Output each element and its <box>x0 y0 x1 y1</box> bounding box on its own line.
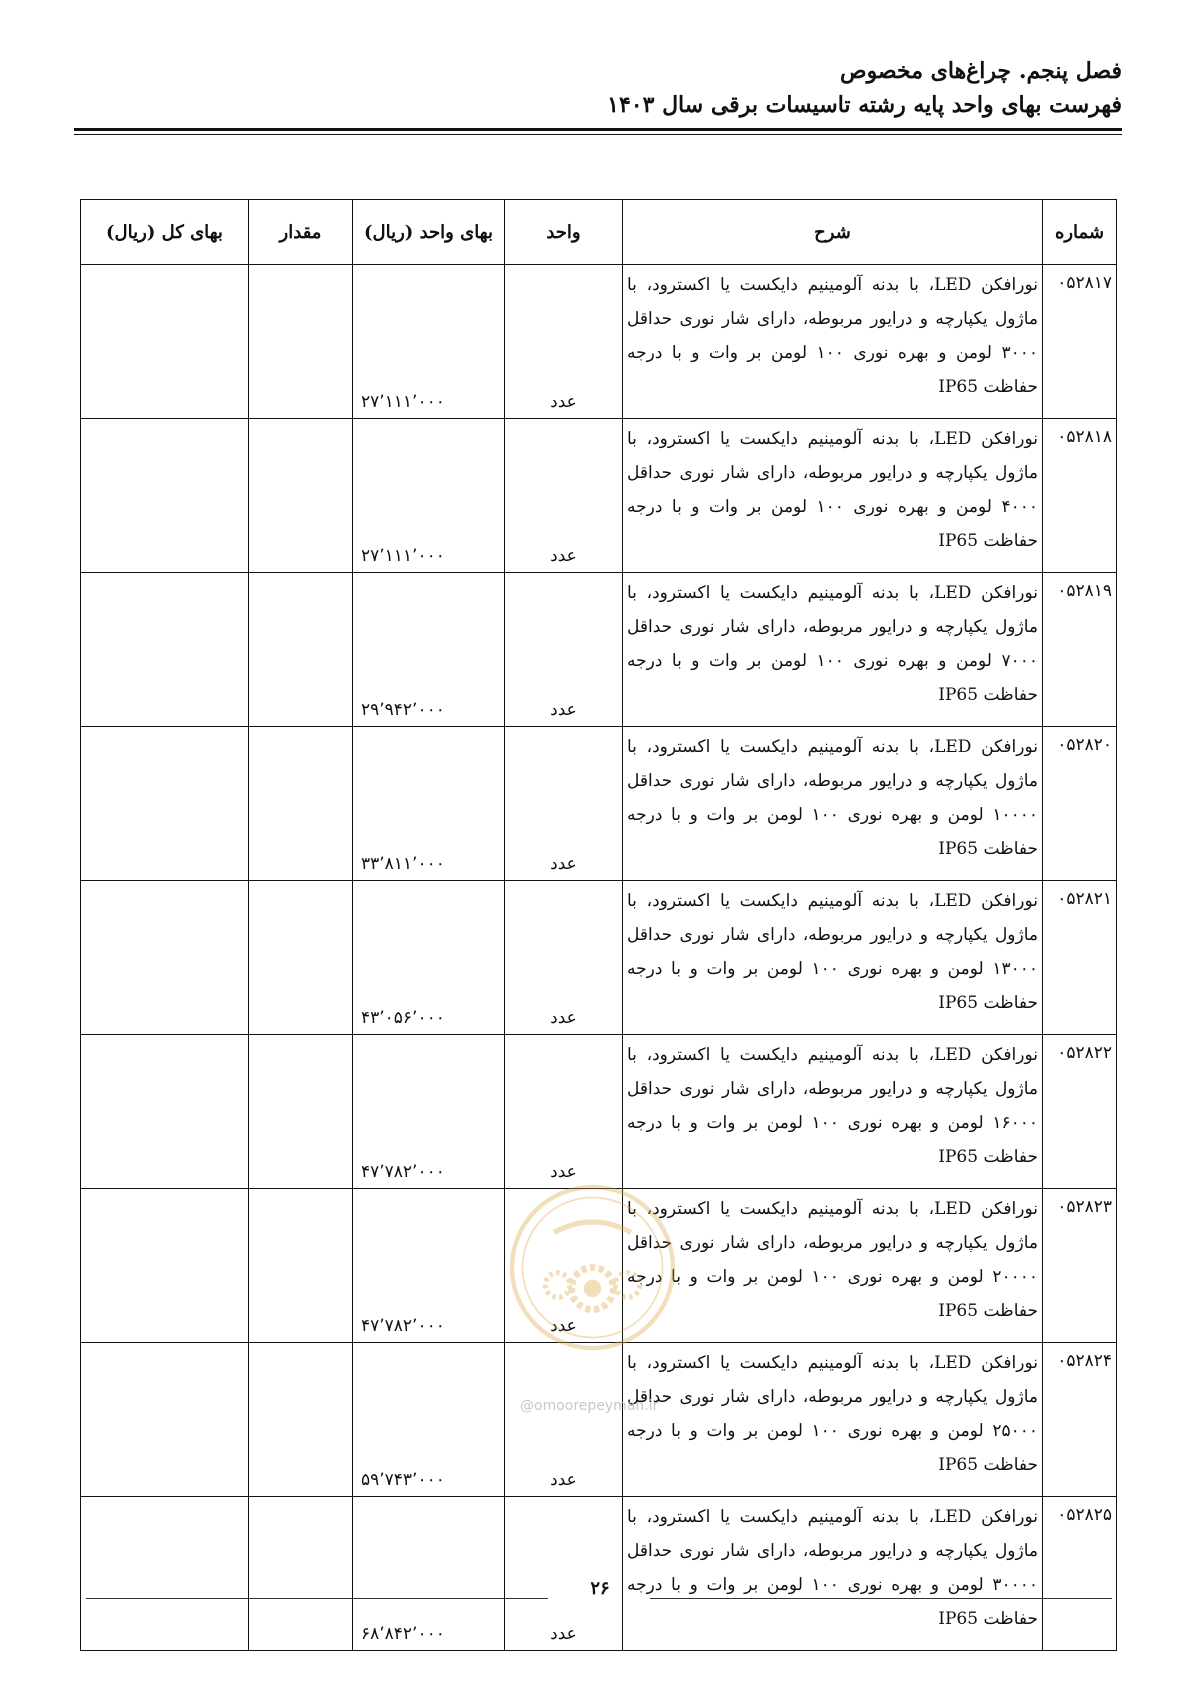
item-unit: عدد <box>505 727 623 881</box>
item-unit: عدد <box>505 1343 623 1497</box>
item-unit: عدد <box>505 419 623 573</box>
watermark-text: @omoorepeyman.ir <box>520 1398 659 1414</box>
item-code: ۰۵۲۸۱۹ <box>1043 573 1117 727</box>
item-description: نورافکن LED، با بدنه آلومینیم دایکست یا اکسترود، با ماژول یکپارچه و درایور مربوطه، دارای شار نوری حداقل ۷۰۰۰ لومن و بهره نوری ۱۰۰ لومن بر وات و با درجه حفاظت IP65 <box>623 573 1043 727</box>
item-description: نورافکن LED، با بدنه آلومینیم دایکست یا اکسترود، با ماژول یکپارچه و درایور مربوطه، دارای شار نوری حداقل ۱۶۰۰۰ لومن و بهره نوری ۱۰۰ لومن بر وات و با درجه حفاظت IP65 <box>623 1035 1043 1189</box>
item-description: نورافکن LED، با بدنه آلومینیم دایکست یا اکسترود، با ماژول یکپارچه و درایور مربوطه، دارای شار نوری حداقل ۲۵۰۰۰ لومن و بهره نوری ۱۰۰ لومن بر وات و با درجه حفاظت IP65 <box>623 1343 1043 1497</box>
item-description: نورافکن LED، با بدنه آلومینیم دایکست یا اکسترود، با ماژول یکپارچه و درایور مربوطه، دارای شار نوری حداقل ۲۰۰۰۰ لومن و بهره نوری ۱۰۰ لومن بر وات و با درجه حفاظت IP65 <box>623 1189 1043 1343</box>
item-unit: عدد <box>505 1497 623 1651</box>
col-header-description: شرح <box>623 200 1043 265</box>
item-total <box>81 573 249 727</box>
item-unit-price: ۲۷٬۱۱۱٬۰۰۰ <box>353 419 505 573</box>
table-row <box>81 265 1117 419</box>
item-unit: عدد <box>505 1189 623 1343</box>
item-quantity <box>249 419 353 573</box>
page-number: ۲۶ <box>590 1578 610 1599</box>
item-total <box>81 1497 249 1651</box>
item-quantity <box>249 727 353 881</box>
item-code: ۰۵۲۸۲۲ <box>1043 1035 1117 1189</box>
item-description: نورافکن LED، با بدنه آلومینیم دایکست یا اکسترود، با ماژول یکپارچه و درایور مربوطه، دارای شار نوری حداقل ۳۰۰۰ لومن و بهره نوری ۱۰۰ لومن بر وات و با درجه حفاظت IP65 <box>623 265 1043 419</box>
footer-rule-right <box>650 1598 1112 1599</box>
page-header <box>74 56 1122 120</box>
item-unit: عدد <box>505 265 623 419</box>
table-row <box>81 881 1117 1035</box>
item-total <box>81 1035 249 1189</box>
table-row <box>81 419 1117 573</box>
table-row <box>81 1035 1117 1189</box>
table-header-row <box>81 200 1117 265</box>
item-total <box>81 1343 249 1497</box>
item-quantity <box>249 1497 353 1651</box>
item-total <box>81 1189 249 1343</box>
item-unit-price: ۴۳٬۰۵۶٬۰۰۰ <box>353 881 505 1035</box>
table-row <box>81 727 1117 881</box>
item-unit-price: ۲۷٬۱۱۱٬۰۰۰ <box>353 265 505 419</box>
item-unit-price: ۴۷٬۷۸۲٬۰۰۰ <box>353 1035 505 1189</box>
item-unit: عدد <box>505 573 623 727</box>
item-total <box>81 881 249 1035</box>
item-code: ۰۵۲۸۲۴ <box>1043 1343 1117 1497</box>
col-header-quantity: مقدار <box>249 200 353 265</box>
item-code: ۰۵۲۸۲۵ <box>1043 1497 1117 1651</box>
item-unit: عدد <box>505 881 623 1035</box>
item-quantity <box>249 1035 353 1189</box>
document-subtitle: فهرست بهای واحد پایه رشته تاسیسات برقی سال ۱۴۰۳ <box>607 92 1122 118</box>
header-rule-thick <box>74 128 1122 131</box>
price-table <box>80 199 1117 1651</box>
item-unit: عدد <box>505 1035 623 1189</box>
item-unit-price: ۵۹٬۷۴۳٬۰۰۰ <box>353 1343 505 1497</box>
item-unit-price: ۶۸٬۸۴۲٬۰۰۰ <box>353 1497 505 1651</box>
item-code: ۰۵۲۸۱۸ <box>1043 419 1117 573</box>
footer-rule-left <box>86 1598 548 1599</box>
item-unit-price: ۲۹٬۹۴۲٬۰۰۰ <box>353 573 505 727</box>
item-code: ۰۵۲۸۲۳ <box>1043 1189 1117 1343</box>
col-header-unit: واحد <box>505 200 623 265</box>
item-description: نورافکن LED، با بدنه آلومینیم دایکست یا اکسترود، با ماژول یکپارچه و درایور مربوطه، دارای شار نوری حداقل ۱۳۰۰۰ لومن و بهره نوری ۱۰۰ لومن بر وات و با درجه حفاظت IP65 <box>623 881 1043 1035</box>
item-code: ۰۵۲۸۲۰ <box>1043 727 1117 881</box>
item-description: نورافکن LED، با بدنه آلومینیم دایکست یا اکسترود، با ماژول یکپارچه و درایور مربوطه، دارای شار نوری حداقل ۳۰۰۰۰ لومن و بهره نوری ۱۰۰ لومن بر وات و با درجه حفاظت IP65 <box>623 1497 1043 1651</box>
item-total <box>81 727 249 881</box>
chapter-title: فصل پنجم. چراغ‌های مخصوص <box>839 58 1122 84</box>
item-quantity <box>249 1343 353 1497</box>
table-row <box>81 573 1117 727</box>
item-quantity <box>249 265 353 419</box>
table-row <box>81 1189 1117 1343</box>
col-header-unit-price: بهای واحد (ریال) <box>353 200 505 265</box>
item-unit-price: ۴۷٬۷۸۲٬۰۰۰ <box>353 1189 505 1343</box>
item-description: نورافکن LED، با بدنه آلومینیم دایکست یا اکسترود، با ماژول یکپارچه و درایور مربوطه، دارای شار نوری حداقل ۱۰۰۰۰ لومن و بهره نوری ۱۰۰ لومن بر وات و با درجه حفاظت IP65 <box>623 727 1043 881</box>
item-total <box>81 419 249 573</box>
table-row <box>81 1497 1117 1651</box>
col-header-code: شماره <box>1043 200 1117 265</box>
item-description: نورافکن LED، با بدنه آلومینیم دایکست یا اکسترود، با ماژول یکپارچه و درایور مربوطه، دارای شار نوری حداقل ۴۰۰۰ لومن و بهره نوری ۱۰۰ لومن بر وات و با درجه حفاظت IP65 <box>623 419 1043 573</box>
header-rule-thin <box>74 134 1122 135</box>
item-total <box>81 265 249 419</box>
item-quantity <box>249 1189 353 1343</box>
item-code: ۰۵۲۸۱۷ <box>1043 265 1117 419</box>
item-code: ۰۵۲۸۲۱ <box>1043 881 1117 1035</box>
item-unit-price: ۳۳٬۸۱۱٬۰۰۰ <box>353 727 505 881</box>
table-row <box>81 1343 1117 1497</box>
item-quantity <box>249 573 353 727</box>
item-quantity <box>249 881 353 1035</box>
col-header-total: بهای کل (ریال) <box>81 200 249 265</box>
